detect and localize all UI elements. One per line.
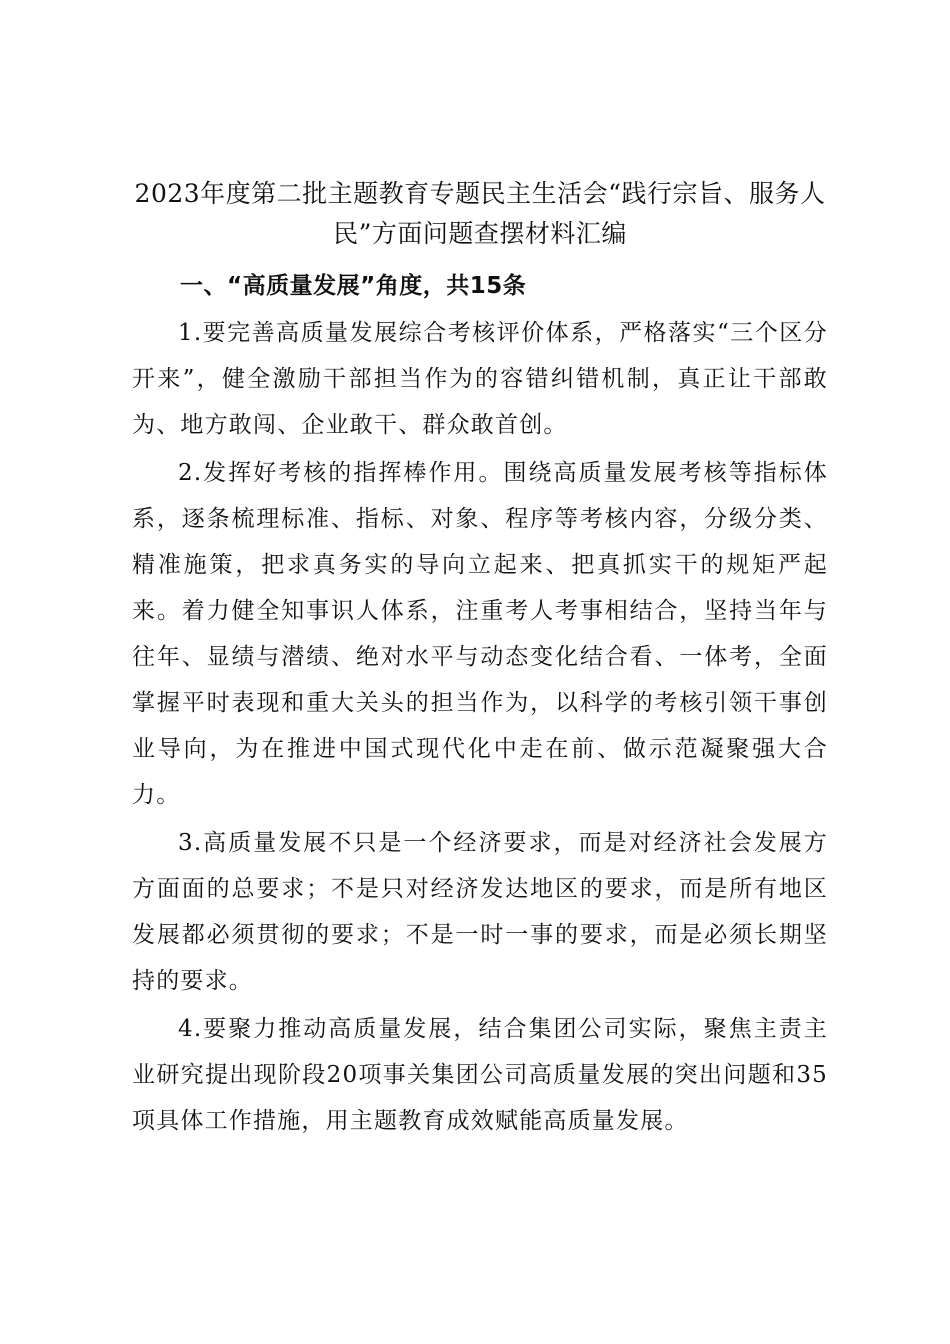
paragraph-item-2: 2.发挥好考核的指挥棒作用。围绕高质量发展考核等指标体系，逐条梳理标准、指标、对象、程序等考核内容，分级分类、精准施策，把求真务实的导向立起来、把真抓实干的规矩严起来。着力健全知事识人体系，注重考人考事相结合，坚持当年与往年、显绩与潜绩、绝对水平与动态变化结合看、一体考，全面掌握平时表现和重大关头的担当作为，以科学的考核引领干事创业导向，为在推进中国式现代化中走在前、做示范凝聚强大合力。 xyxy=(132,460,828,808)
section-heading: 一、“高质量发展”角度，共15条 xyxy=(180,273,527,299)
paragraph-item-1: 1.要完善高质量发展综合考核评价体系，严格落实“三个区分开来”，健全激励干部担当作为的容错纠错机制，真正让干部敢为、地方敢闯、企业敢干、群众敢首创。 xyxy=(132,320,828,438)
paragraph-item-3: 3.高质量发展不只是一个经济要求，而是对经济社会发展方方面面的总要求；不是只对经济发达地区的要求，而是所有地区发展都必须贯彻的要求；不是一时一事的要求，而是必须长期坚持的要求。 xyxy=(132,830,828,994)
document-body xyxy=(132,174,828,1144)
document-title: 2023年度第二批主题教育专题民主生活会“践行宗旨、服务人民”方面问题查摆材料汇编 xyxy=(134,179,826,248)
paragraph-item-4: 4.要聚力推动高质量发展，结合集团公司实际，聚焦主责主业研究提出现阶段20项事关集团公司高质量发展的突出问题和35项具体工作措施，用主题教育成效赋能高质量发展。 xyxy=(132,1016,828,1134)
